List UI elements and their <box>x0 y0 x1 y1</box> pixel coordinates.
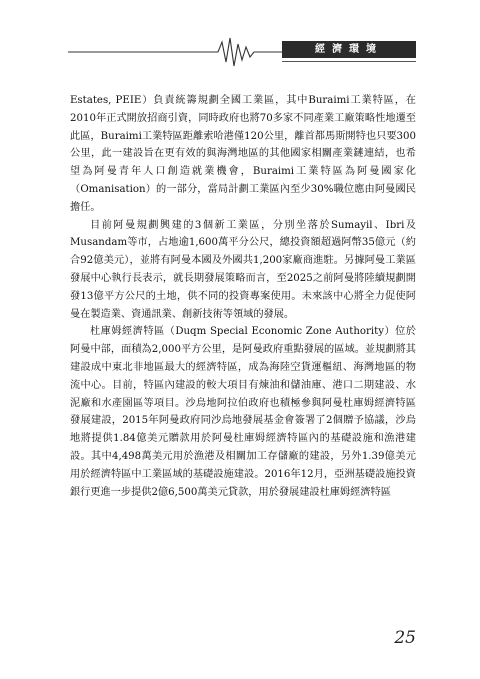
header-underline <box>282 61 416 62</box>
body-text <box>70 92 416 501</box>
page-number: 25 <box>394 628 416 648</box>
section-title: 經濟環境 <box>315 44 383 55</box>
paragraph-2: 目前阿曼規劃興建的3個新工業區，分別坐落於Sumayil、Ibri及Musandam等市，占地逾1,600萬平分公尺，總投資額超過阿幣35億元（約合92億美元），並將有阿曼本國及外國共1,200家廠商進駐。另據阿曼工業區發展中心執行長表示，就長期發展策略而言，至2025之前阿曼將陸續規劃開發13億平方公尺的土地，供不同的投資專案使用。未來該中心將全力促使阿曼在製造業、資通訊業、創新技術等領域的發展。 <box>70 219 416 320</box>
paragraph-1: Estates, PEIE）負責統籌規劃全國工業區，其中Buraimi工業特區，在2010年正式開放招商引資，同時政府也將70多家不同產業工廠策略性地遷至此區，Buraimi工業特區距離索哈港僅120公里，離首都馬斯開特也只要300公里，此一建設旨在更有效的與海灣地區的其他國家相關產業鏈連結，也希望為阿曼青年人口創造就業機會，Buraimi工業特區為阿曼國家化（Omanisation）的一部分，當局計劃工業區內至少30%職位應由阿曼國民擔任。 <box>70 95 416 213</box>
paragraph-3: 杜庫姆經濟特區（Duqm Special Economic Zone Authority）位於阿曼中部，面積為2,000平方公里，是阿曼政府重點發展的區域。並規劃將其建設成中東北非地區最大的經濟特區，成為海陸空貨運樞紐、海灣地區的物流中心。目前，特區內建設的較大項目有煉油和儲油庫、港口二期建設、水泥廠和水產園區等項目。沙烏地阿拉伯政府也積極參與阿曼杜庫姆經濟特區發展建設，2015年阿曼政府同沙烏地發展基金會簽署了2個贈予協議，沙烏地將提供1.84億美元贈款用於阿曼杜庫姆經濟特區內的基礎設施和漁港建設。其中4,498萬美元用於漁港及相關加工存儲廠的建設，另外1.39億美元用於經濟特區中工業區域的基礎設施建設。2016年12月，亞洲基礎設施投資銀行更進一步提供2億6,500萬美元貸款，用於發展建設杜庫姆經濟特區 <box>70 326 416 498</box>
header-wave-line-decoration <box>68 35 283 71</box>
